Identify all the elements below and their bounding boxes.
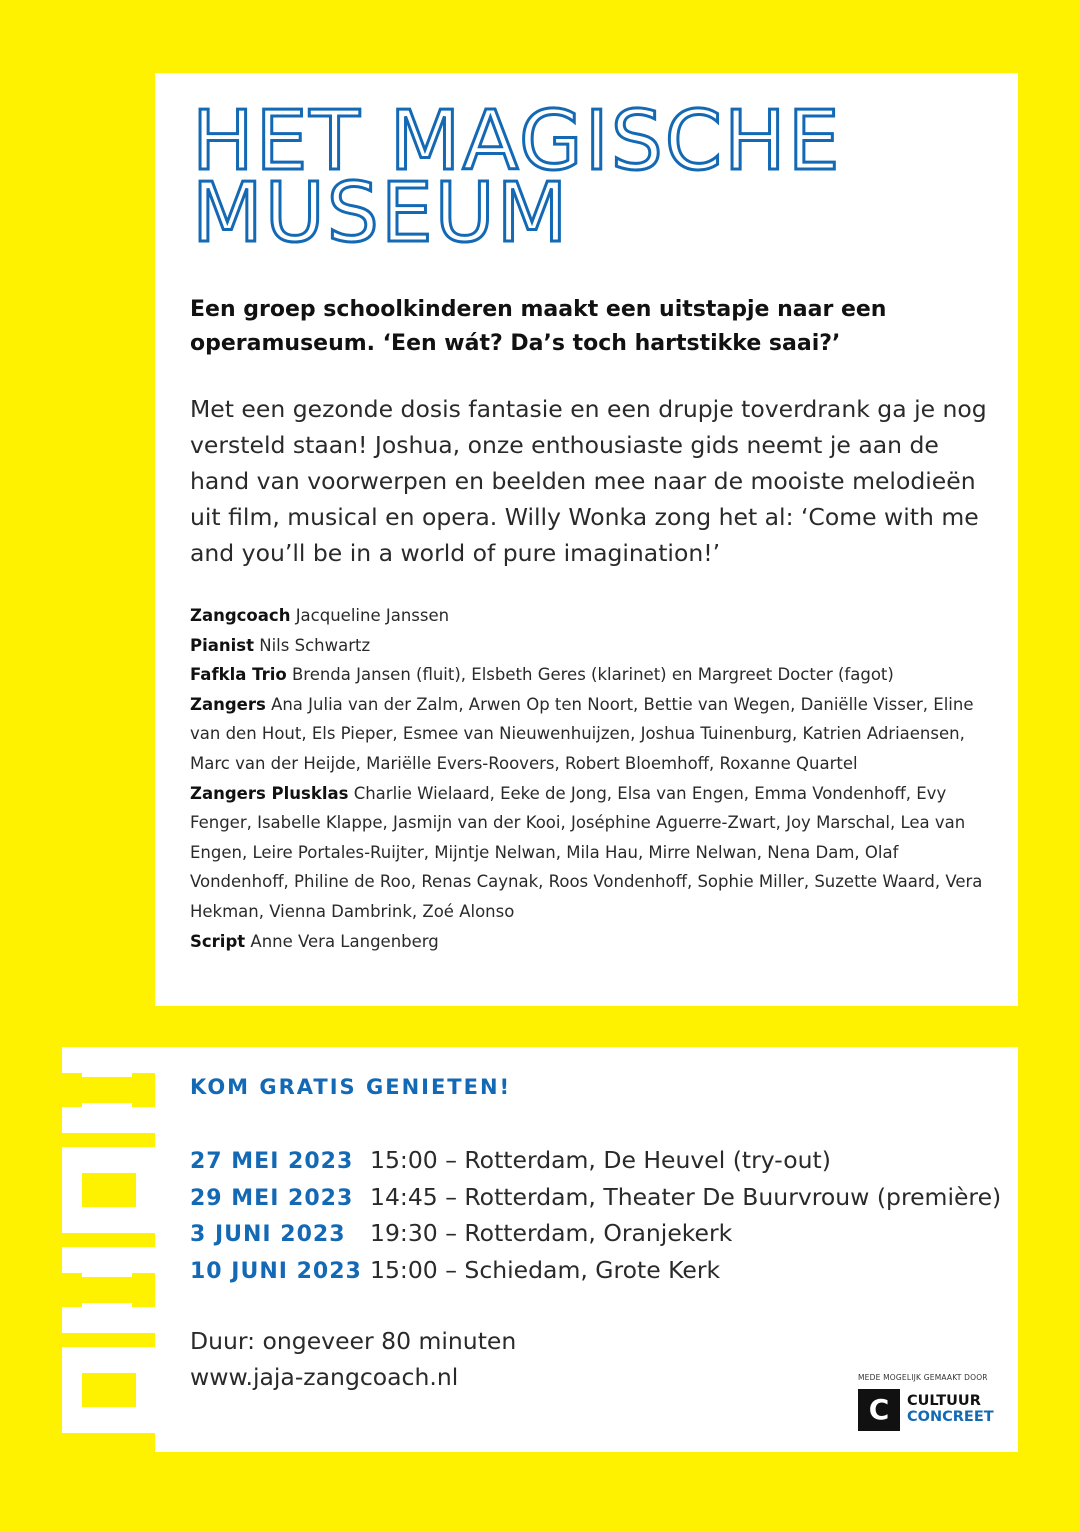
- jaja-cutout: [82, 1077, 136, 1103]
- performance-details: 19:30 – Rotterdam, Oranjekerk: [370, 1219, 733, 1247]
- event-info: [190, 1323, 516, 1395]
- logo-c-icon: C: [858, 1389, 900, 1431]
- performance-row: [190, 1142, 1001, 1179]
- logo-line-1: CULTUUR: [907, 1393, 981, 1409]
- credit-pianist: [190, 631, 990, 661]
- jaja-letter-a: [62, 1147, 156, 1233]
- credit-label: Zangers Plusklas: [190, 783, 349, 803]
- credit-script: [190, 927, 990, 957]
- performance-date: 10 JUNI 2023: [190, 1258, 362, 1284]
- cultuur-concreet-logo: [858, 1389, 1008, 1441]
- performance-row: [190, 1179, 1001, 1216]
- title-line-1: HET MAGISCHE: [192, 94, 842, 189]
- intro-text: Een groep schoolkinderen maakt een uitstapje naar een operamuseum. ‘Een wát? Da’s toch hartstikke saai?’: [190, 297, 887, 356]
- credits-list: [190, 601, 990, 956]
- logo-wordmark: [907, 1393, 994, 1425]
- description-panel: [155, 73, 1018, 1006]
- performance-date: 27 MEI 2023: [190, 1149, 354, 1174]
- title-line-2: MUSEUM: [192, 166, 570, 261]
- credit-zangers: [190, 690, 990, 779]
- credit-value: Ana Julia van der Zalm, Arwen Op ten Noort, Bettie van Wegen, Daniëlle Visser, Eline van den Hout, Els Pieper, Esmee van Nieuwenhuijzen, Joshua Tuinenburg, Katrien Adriaensen, Marc van der Heijde, Mariëlle Evers-Roovers, Robert Bloemhoff, Roxanne Quartel: [190, 694, 974, 773]
- credit-label: Script: [190, 931, 246, 951]
- sponsor-caption: MEDE MOGELIJK GEMAAKT DOOR: [858, 1373, 988, 1382]
- performance-details: 14:45 – Rotterdam, Theater De Buurvrouw (première): [370, 1182, 1002, 1211]
- credit-fafkla-trio: [190, 660, 990, 690]
- performance-date: 3 JUNI 2023: [190, 1222, 346, 1247]
- performance-details: 15:00 – Rotterdam, De Heuvel (try-out): [370, 1146, 831, 1174]
- jaja-letter-a-2: [62, 1347, 156, 1433]
- credit-label: Zangcoach: [190, 606, 291, 625]
- duration-text: Duur: ongeveer 80 minuten: [190, 1327, 517, 1355]
- credit-value: Brenda Jansen (fluit), Elsbeth Geres (klarinet) en Margreet Docter (fagot): [291, 665, 894, 685]
- website-link[interactable]: www.jaja-zangcoach.nl: [190, 1363, 459, 1391]
- jaja-cutout: [82, 1277, 136, 1303]
- performance-details: 15:00 – Schiedam, Grote Kerk: [370, 1255, 721, 1284]
- credit-value: Charlie Wielaard, Eeke de Jong, Elsa van Engen, Emma Vondenhoff, Evy Fenger, Isabelle Klappe, Jasmijn van der Kooi, Joséphine Aguerre-Zwart, Joy Marschal, Lea van Engen, Leire Portales-Ruijter, Mijntje Nelwan, Mila Hau, Mirre Nelwan, Nena Dam, Olaf Vondenhoff, Philine de Roo, Renas Caynak, Roos Vondenhoff, Sophie Miller, Suzette Waard, Vera Hekman, Vienna Dambrink, Zoé Alonso: [190, 783, 983, 921]
- credit-value: Anne Vera Langenberg: [250, 931, 439, 951]
- credit-value: Jacqueline Janssen: [295, 606, 450, 625]
- performance-list: [190, 1142, 1001, 1288]
- body-text: Met een gezonde dosis fantasie en een drupje toverdrank ga je nog versteld staan! Joshua, onze enthousiaste gids neemt je aan de hand van voorwerpen en beelden mee naar de mooiste melodieën uit film, musical en opera. Willy Wonka zong het al: ‘Come with me and you’ll be in a world of pure imagination!’: [190, 395, 987, 567]
- credit-value: Nils Schwartz: [259, 635, 371, 655]
- jaja-logo-shapes: [62, 1047, 156, 1433]
- credit-label: Pianist: [190, 635, 254, 655]
- logo-line-2: CONCREET: [907, 1409, 994, 1425]
- performance-date: 29 MEI 2023: [190, 1185, 354, 1211]
- credit-label: Fafkla Trio: [190, 665, 287, 685]
- performance-row: [190, 1215, 1001, 1252]
- jaja-logo: [62, 1047, 156, 1452]
- performance-row: [190, 1252, 1001, 1289]
- credit-zangers-plusklas: [190, 779, 990, 927]
- credit-label: Zangers: [190, 694, 266, 714]
- performance-panel: [155, 1047, 1018, 1452]
- cta-heading: KOM GRATIS GENIETEN!: [190, 1075, 512, 1099]
- credit-zangcoach: [190, 601, 990, 631]
